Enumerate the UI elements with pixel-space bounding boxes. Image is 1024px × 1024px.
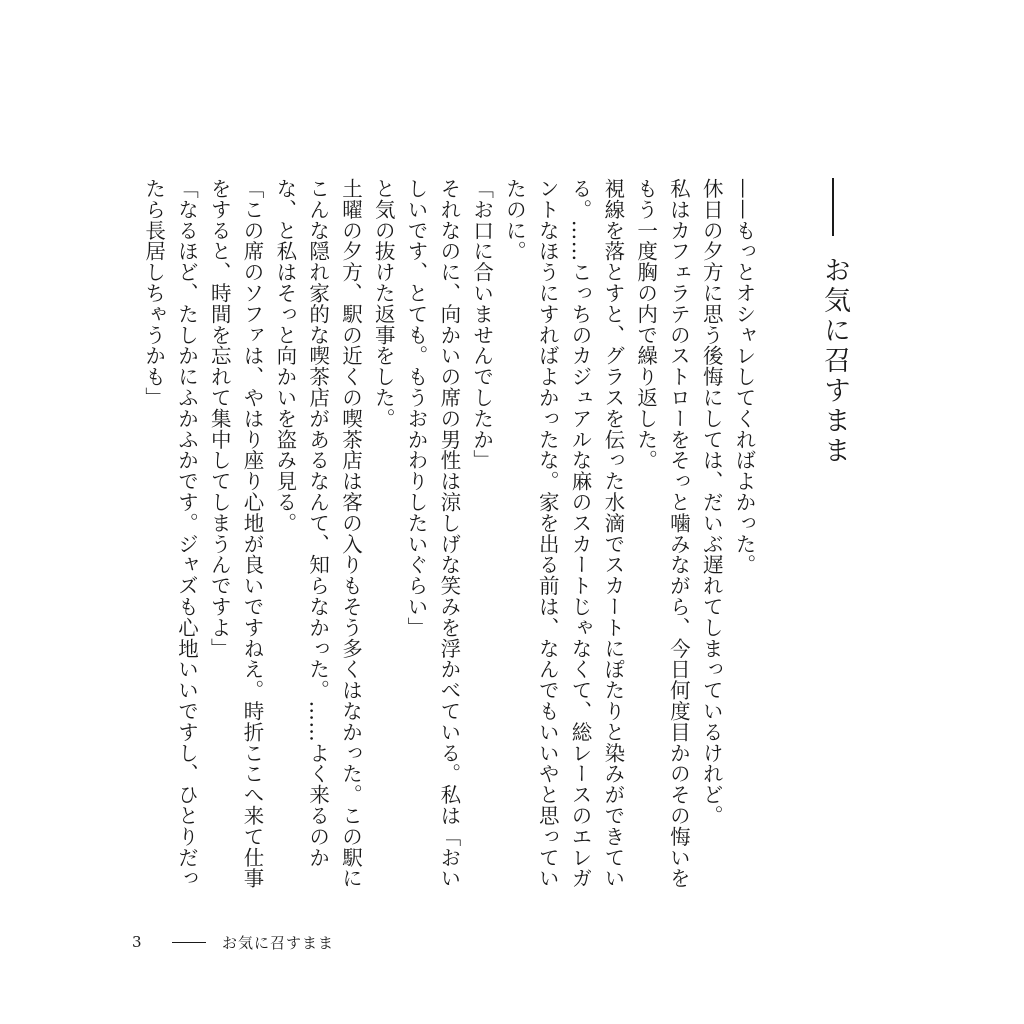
paragraph: 視線を落とすと、グラスを伝った水滴でスカートにぽたりと染みができている。……こっちのカジュアルな麻のスカートじゃなくて、総レースのエレガントなほうにすればよかったな。家を出る前は、なんでもいいやと思っていたのに。 [502,178,625,889]
title-dash-rule [832,178,834,236]
running-title: お気に召すまま [222,933,335,952]
paragraph: 私はカフェラテのストローをそっと噛みながら、今日何度目かのその悔いをもう一度胸の内で繰り返した。 [633,178,691,889]
body-text [137,178,760,898]
footer-dash-rule [172,942,206,943]
paragraph: 土曜の夕方、駅の近くの喫茶店は客の入りもそう多くはなかった。この駅にこんな隠れ家的な喫茶店があるなんて、知らなかった。……よく来るのかな、と私はそっと向かいを盗み見る。 [272,178,363,889]
paragraph: 休日の夕方に思う後悔にしては、だいぶ遅れてしまっているけれど。 [699,178,724,826]
paragraph: 「なるほど、たしかにふかふかです。ジャズも心地いいですし、ひとりだったら長居しちゃうかも」 [141,178,199,889]
paragraph: 「この席のソファは、やはり座り心地が良いですねえ。時折ここへ来て仕事をすると、時間を忘れて集中してしまうんですよ」 [207,178,265,889]
paragraph: と気の抜けた返事をした。 [371,178,396,429]
chapter-title: お気に召すまま [819,256,850,466]
paragraph: それなのに、向かいの席の男性は涼しげな笑みを浮かべている。私は「おいしいです、とても。もうおかわりしたいぐらい」 [404,178,461,889]
paragraph: ——もっとオシャレしてくればよかった。 [732,178,756,576]
page-number: 3 [132,933,143,951]
page-footer [132,930,334,954]
chapter-heading [812,178,856,478]
paragraph: 「お口に合いませんでしたか」 [469,178,494,471]
